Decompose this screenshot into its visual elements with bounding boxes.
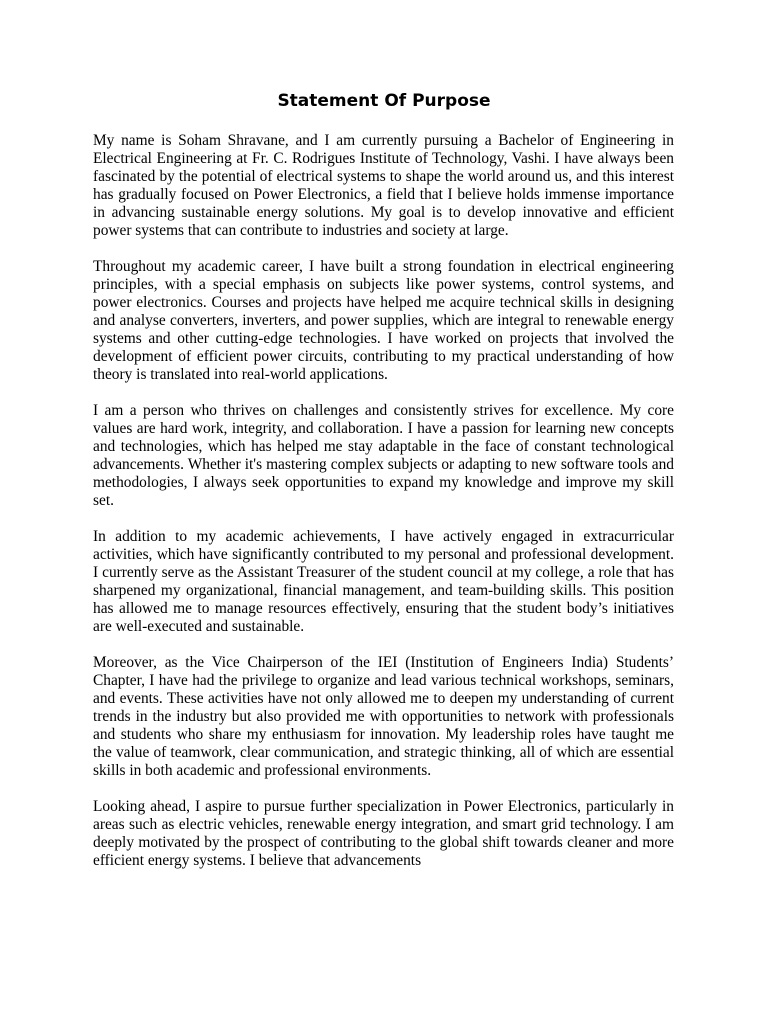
paragraph-academic-career: Throughout my academic career, I have built a strong foundation in electrical engineering principles, with a special emphasis on subjects like power systems, control systems, and power electronics. Courses and projects have helped me acquire technical skills in designing and analyse converters, inverters, and power supplies, which are integral to renewable energy systems and other cutting-edge technologies. I have worked on projects that involved the development of efficient power circuits, contributing to my practical understanding of how theory is translated into real-world applications. — [93, 258, 674, 383]
paragraph-extracurricular: In addition to my academic achievements, I have actively engaged in extracurricular activities, which have significantly contributed to my personal and professional development. I currently serve as the Assistant Treasurer of the student council at my college, a role that has sharpened my organizational, financial management, and team-building skills. This position has allowed me to manage resources effectively, ensuring that the student body’s initiatives are well-executed and sustainable. — [93, 528, 674, 635]
paragraph-core-values: I am a person who thrives on challenges and consistently strives for excellence. My core values are hard work, integrity, and collaboration. I have a passion for learning new concepts and technologies, which has helped me stay adaptable in the face of constant technological advancements. Whether it's mastering complex subjects or adapting to new software tools and methodologies, I always seek opportunities to expand my knowledge and improve my skill set. — [93, 402, 674, 509]
paragraph-future-goals: Looking ahead, I aspire to pursue further specialization in Power Electronics, particularly in areas such as electric vehicles, renewable energy integration, and smart grid technology. I am deeply motivated by the prospect of contributing to the global shift towards cleaner and more efficient energy systems. I believe that advancements — [93, 798, 674, 869]
document-title: Statement Of Purpose — [277, 91, 491, 111]
paragraph-introduction: My name is Soham Shravane, and I am currently pursuing a Bachelor of Engineering in Electrical Engineering at Fr. C. Rodrigues Institute of Technology, Vashi. I have always been fascinated by the potential of electrical systems to shape the world around us, and this interest has gradually focused on Power Electronics, a field that I believe holds immense importance in advancing sustainable energy solutions. My goal is to develop innovative and efficient power systems that can contribute to industries and society at large. — [93, 132, 674, 239]
paragraph-leadership: Moreover, as the Vice Chairperson of the IEI (Institution of Engineers India) Students’ Chapter, I have had the privilege to organize and lead various technical workshops, seminars, and events. These activities have not only allowed me to deepen my understanding of current trends in the industry but also provided me with opportunities to network with professionals and students who share my enthusiasm for innovation. My leadership roles have taught me the value of teamwork, clear communication, and strategic thinking, all of which are essential skills in both academic and professional environments. — [93, 654, 674, 779]
document-body — [93, 132, 674, 888]
